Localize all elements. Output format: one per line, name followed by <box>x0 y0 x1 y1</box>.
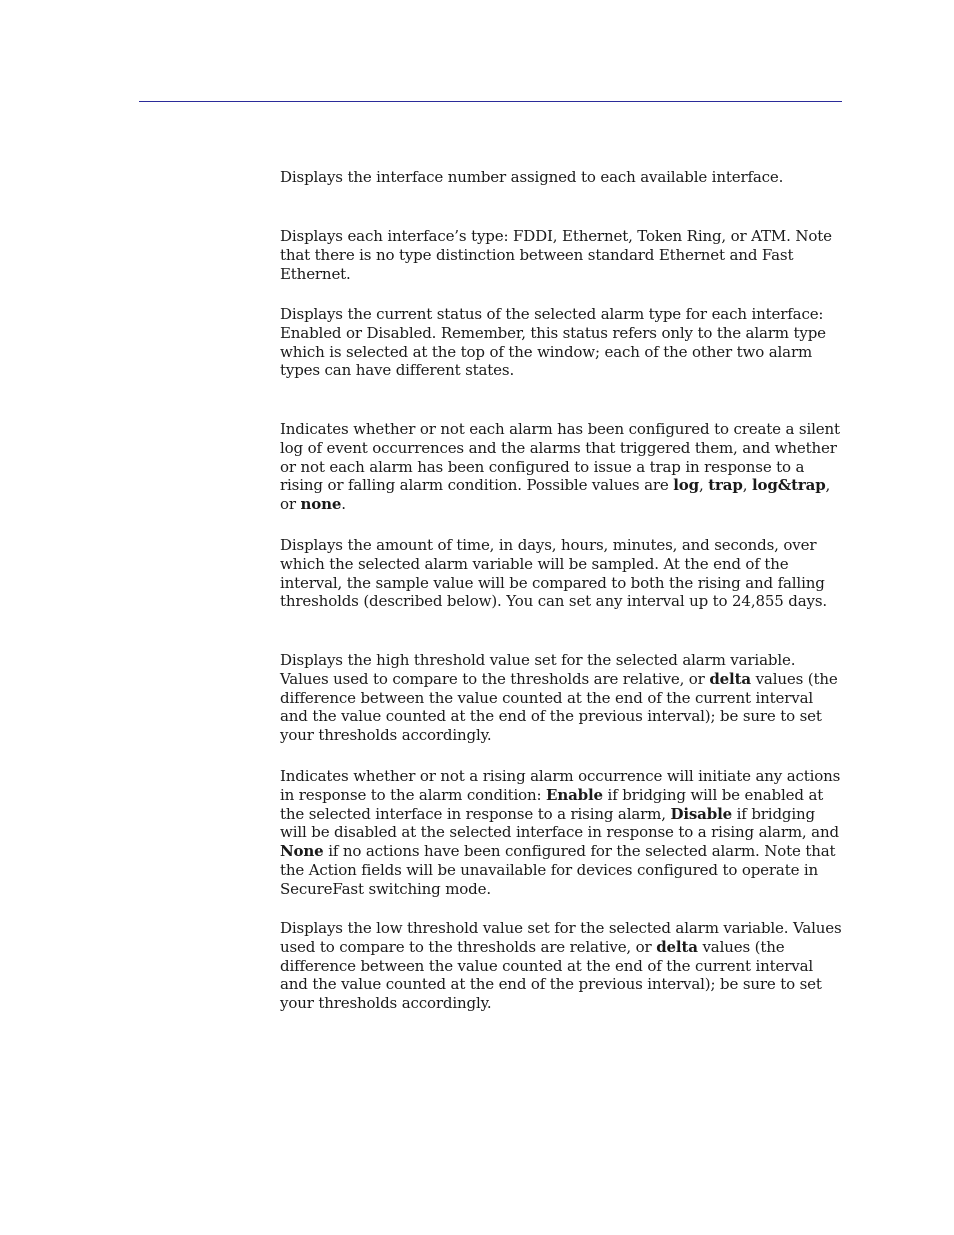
bold-term: log&trap <box>751 476 826 495</box>
text-run: Indicates whether or not a rising alarm occurrence will initiate any actions in response to the alarm condition: <box>280 767 841 804</box>
text-run: Displays the current status of the selected alarm type for each interface: Enabled or Disabled. Remember, this status refers only to the alarm type which is selected at the top of the window; each of the other two alarm types can have different states. <box>280 305 826 380</box>
falling-threshold-description <box>280 919 842 1013</box>
text-run: Displays the high threshold value set for the selected alarm variable. Values used to compare to the thresholds are relative, or <box>280 651 796 688</box>
bold-term: log <box>673 476 699 495</box>
text-run: values (the difference between the value counted at the end of the current interval and the value counted at the end of the previous interval); be sure to set your thresholds accordingly. <box>280 669 838 745</box>
text-run: . <box>341 495 346 514</box>
alarm-status-description <box>280 305 842 380</box>
bold-term: trap <box>708 476 743 495</box>
bold-term: delta <box>656 937 698 956</box>
text-run: if bridging will be enabled at the selected interface in response to a rising alarm, <box>280 785 824 823</box>
bold-term: Disable <box>670 804 733 823</box>
text-run: values (the difference between the value counted at the end of the current interval and the value counted at the end of the previous interval); be sure to set your thresholds accordingly. <box>280 937 822 1013</box>
text-run: if no actions have been configured for the selected alarm. Note that the Action fields will be unavailable for devices configured to operate in SecureFast switching mode. <box>280 842 836 898</box>
log-trap-description <box>280 420 842 514</box>
text-run: , <box>699 476 709 495</box>
bold-term: none <box>300 495 342 514</box>
interface-number-description <box>280 168 842 187</box>
bold-term: delta <box>709 669 751 688</box>
text-run: Displays the interface number assigned to each available interface. <box>280 168 784 186</box>
text-run: Indicates whether or not each alarm has been configured to create a silent log of event occurrences and the alarms that triggered them, and whether or not each alarm has been configured to issue a trap in response to a rising or falling alarm condition. Possible values are <box>280 420 840 495</box>
interface-type-description <box>280 227 842 283</box>
text-run: if bridging will be disabled at the selected interface in response to a rising alarm, and <box>280 804 839 842</box>
text-run: , <box>742 476 752 495</box>
text-run: , or <box>280 476 831 514</box>
rising-action-description <box>280 767 842 899</box>
text-run: Displays each interface’s type: FDDI, Ethernet, Token Ring, or ATM. Note that there is no type distinction between standard Ethernet and Fast Ethernet. <box>280 227 832 283</box>
rising-threshold-description <box>280 651 842 745</box>
text-run: Displays the low threshold value set for the selected alarm variable. Values used to compare to the thresholds are relative, or <box>280 919 842 956</box>
text-run: Displays the amount of time, in days, hours, minutes, and seconds, over which the selected alarm variable will be sampled. At the end of the interval, the sample value will be compared to both the rising and falling thresholds (described below). You can set any interval up to 24,855 days. <box>280 536 827 611</box>
bold-term: Enable <box>546 785 603 804</box>
bold-term: None <box>280 842 324 861</box>
interval-description <box>280 536 842 611</box>
header-rule <box>139 101 842 102</box>
